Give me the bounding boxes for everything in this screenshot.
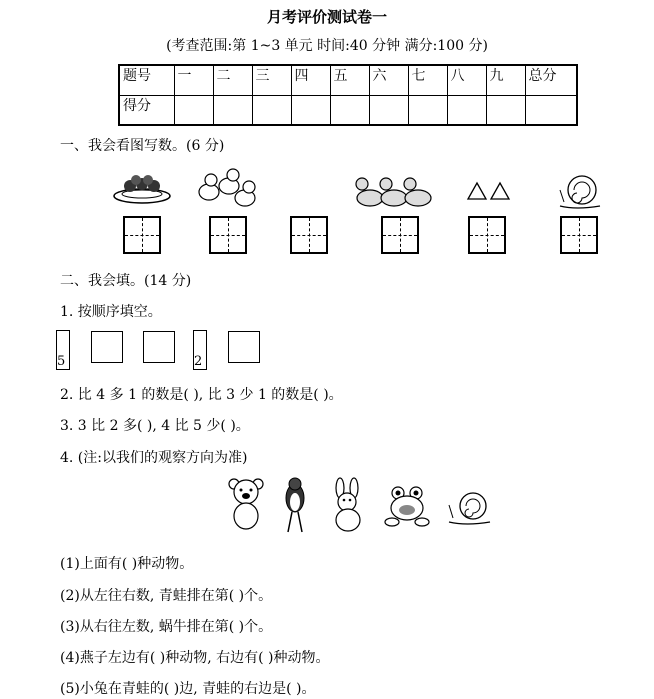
ducks-icon xyxy=(352,172,440,214)
question-4-sub-3: (3)从右往左数, 蜗牛排在第( )个。 xyxy=(60,619,273,635)
header-cell: 题号 xyxy=(119,65,174,95)
answer-box[interactable] xyxy=(468,216,506,254)
header-cell: 八 xyxy=(447,65,486,95)
score-cell[interactable] xyxy=(213,95,252,125)
score-cell[interactable] xyxy=(330,95,369,125)
question-3: 3. 3 比 2 多( ), 4 比 5 少( )。 xyxy=(60,418,250,434)
bear-icon xyxy=(226,476,266,532)
header-cell: 五 xyxy=(330,65,369,95)
score-cell[interactable] xyxy=(291,95,330,125)
score-table-score-row xyxy=(119,95,577,125)
sequence-box-empty[interactable] xyxy=(228,331,260,363)
question-4-sub-1: (1)上面有( )种动物。 xyxy=(60,556,194,572)
snail-icon xyxy=(446,488,492,528)
answer-box[interactable] xyxy=(560,216,598,254)
header-cell: 一 xyxy=(174,65,213,95)
question-4: 4. (注:以我们的观察方向为准) xyxy=(60,450,248,466)
question-1: 1. 按顺序填空。 xyxy=(60,304,162,320)
question-4-sub-2: (2)从左往右数, 青蛙排在第( )个。 xyxy=(60,588,273,604)
score-cell[interactable] xyxy=(486,95,525,125)
score-cell[interactable] xyxy=(525,95,577,125)
score-cell[interactable] xyxy=(447,95,486,125)
question-4-sub-4: (4)燕子左边有( )种动物, 右边有( )种动物。 xyxy=(60,650,330,666)
apple-plate-icon xyxy=(112,172,172,206)
answer-box[interactable] xyxy=(290,216,328,254)
page-title: 月考评价测试卷一 xyxy=(266,8,387,26)
section-1-heading: 一、我会看图写数。(6 分) xyxy=(60,138,225,154)
score-row-label: 得分 xyxy=(119,95,174,125)
score-table xyxy=(118,64,578,126)
question-4-sub-5: (5)小兔在青蛙的( )边, 青蛙的右边是( )。 xyxy=(60,681,316,697)
score-cell[interactable] xyxy=(174,95,213,125)
snail-icon xyxy=(556,170,602,212)
header-cell: 总分 xyxy=(525,65,577,95)
header-cell: 二 xyxy=(213,65,252,95)
header-cell: 四 xyxy=(291,65,330,95)
score-cell[interactable] xyxy=(369,95,408,125)
rabbit-icon xyxy=(328,478,368,532)
section-2-heading: 二、我会填。(14 分) xyxy=(60,273,192,289)
frog-icon xyxy=(384,484,430,528)
score-cell[interactable] xyxy=(252,95,291,125)
header-cell: 六 xyxy=(369,65,408,95)
score-cell[interactable] xyxy=(408,95,447,125)
triangles-icon xyxy=(466,181,512,201)
header-cell: 三 xyxy=(252,65,291,95)
chicks-icon xyxy=(195,166,263,210)
swallow-icon xyxy=(282,476,308,534)
answer-box[interactable] xyxy=(381,216,419,254)
page-subtitle: (考查范围:第 1~3 单元 时间:40 分钟 满分:100 分) xyxy=(166,38,488,54)
answer-box[interactable] xyxy=(209,216,247,254)
answer-box[interactable] xyxy=(123,216,161,254)
header-cell: 七 xyxy=(408,65,447,95)
sequence-box-filled: 2 xyxy=(193,330,207,370)
score-table-header-row xyxy=(119,65,577,95)
sequence-box-filled: 5 xyxy=(56,330,70,370)
header-cell: 九 xyxy=(486,65,525,95)
question-2: 2. 比 4 多 1 的数是( ), 比 3 少 1 的数是( )。 xyxy=(60,387,343,403)
sequence-box-empty[interactable] xyxy=(91,331,123,363)
sequence-box-empty[interactable] xyxy=(143,331,175,363)
